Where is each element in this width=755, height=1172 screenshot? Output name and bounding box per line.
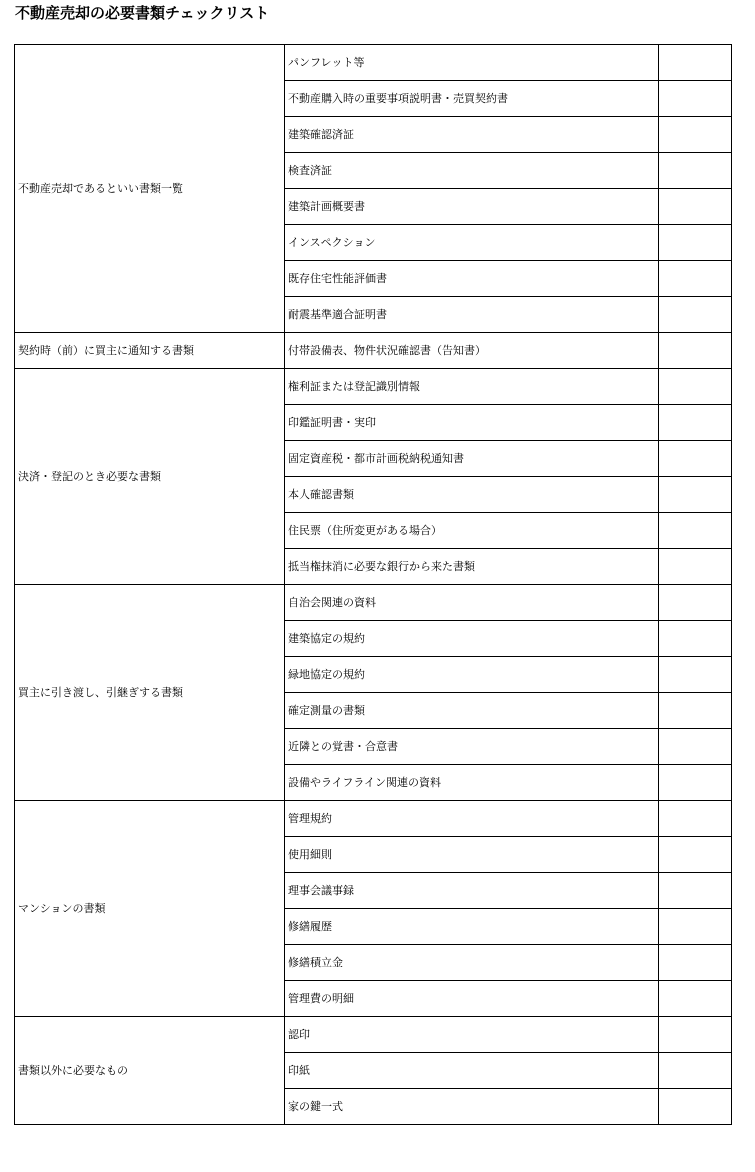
document-cell: 権利証または登記識別情報 [285,369,659,405]
check-cell[interactable] [659,873,732,909]
document-cell: 付帯設備表、物件状況確認書（告知書） [285,333,659,369]
page-title: 不動産売却の必要書類チェックリスト [15,4,270,22]
check-cell[interactable] [659,981,732,1017]
check-cell[interactable] [659,801,732,837]
check-cell[interactable] [659,405,732,441]
document-cell: 管理規約 [285,801,659,837]
document-cell: 固定資産税・都市計画税納税通知書 [285,441,659,477]
check-cell[interactable] [659,765,732,801]
document-cell: 建築確認済証 [285,117,659,153]
check-cell[interactable] [659,45,732,81]
table-row [15,369,732,405]
check-cell[interactable] [659,729,732,765]
checklist-body [15,45,732,1125]
category-cell: 決済・登記のとき必要な書類 [15,369,285,585]
checklist-table [14,44,732,1125]
document-cell: 修繕履歴 [285,909,659,945]
table-row [15,1017,732,1053]
document-cell: 近隣との覚書・合意書 [285,729,659,765]
document-cell: 修繕積立金 [285,945,659,981]
document-cell: 建築協定の規約 [285,621,659,657]
check-cell[interactable] [659,81,732,117]
check-cell[interactable] [659,477,732,513]
check-cell[interactable] [659,693,732,729]
document-cell: 設備やライフライン関連の資料 [285,765,659,801]
document-cell: 耐震基準適合証明書 [285,297,659,333]
check-cell[interactable] [659,549,732,585]
category-cell: マンションの書類 [15,801,285,1017]
check-cell[interactable] [659,369,732,405]
check-cell[interactable] [659,657,732,693]
category-cell: 契約時（前）に買主に通知する書類 [15,333,285,369]
document-cell: パンフレット等 [285,45,659,81]
document-cell: 使用細則 [285,837,659,873]
table-row [15,801,732,837]
category-cell: 書類以外に必要なもの [15,1017,285,1125]
document-cell: 自治会関連の資料 [285,585,659,621]
check-cell[interactable] [659,837,732,873]
check-cell[interactable] [659,297,732,333]
document-cell: 家の鍵一式 [285,1089,659,1125]
check-cell[interactable] [659,189,732,225]
document-cell: 本人確認書類 [285,477,659,513]
check-cell[interactable] [659,1089,732,1125]
document-cell: 検査済証 [285,153,659,189]
check-cell[interactable] [659,945,732,981]
check-cell[interactable] [659,261,732,297]
table-row [15,333,732,369]
document-cell: 印紙 [285,1053,659,1089]
document-cell: インスペクション [285,225,659,261]
check-cell[interactable] [659,441,732,477]
document-cell: 確定測量の書類 [285,693,659,729]
category-cell: 買主に引き渡し、引継ぎする書類 [15,585,285,801]
document-cell: 既存住宅性能評価書 [285,261,659,297]
check-cell[interactable] [659,1017,732,1053]
document-cell: 住民票（住所変更がある場合） [285,513,659,549]
category-cell: 不動産売却であるといい書類一覧 [15,45,285,333]
check-cell[interactable] [659,225,732,261]
document-cell: 不動産購入時の重要事項説明書・売買契約書 [285,81,659,117]
document-cell: 認印 [285,1017,659,1053]
check-cell[interactable] [659,585,732,621]
document-cell: 理事会議事録 [285,873,659,909]
document-cell: 抵当権抹消に必要な銀行から来た書類 [285,549,659,585]
document-cell: 緑地協定の規約 [285,657,659,693]
check-cell[interactable] [659,909,732,945]
check-cell[interactable] [659,621,732,657]
check-cell[interactable] [659,117,732,153]
document-cell: 印鑑証明書・実印 [285,405,659,441]
check-cell[interactable] [659,1053,732,1089]
document-cell: 管理費の明細 [285,981,659,1017]
check-cell[interactable] [659,153,732,189]
check-cell[interactable] [659,333,732,369]
check-cell[interactable] [659,513,732,549]
document-cell: 建築計画概要書 [285,189,659,225]
table-row [15,585,732,621]
table-row [15,45,732,81]
